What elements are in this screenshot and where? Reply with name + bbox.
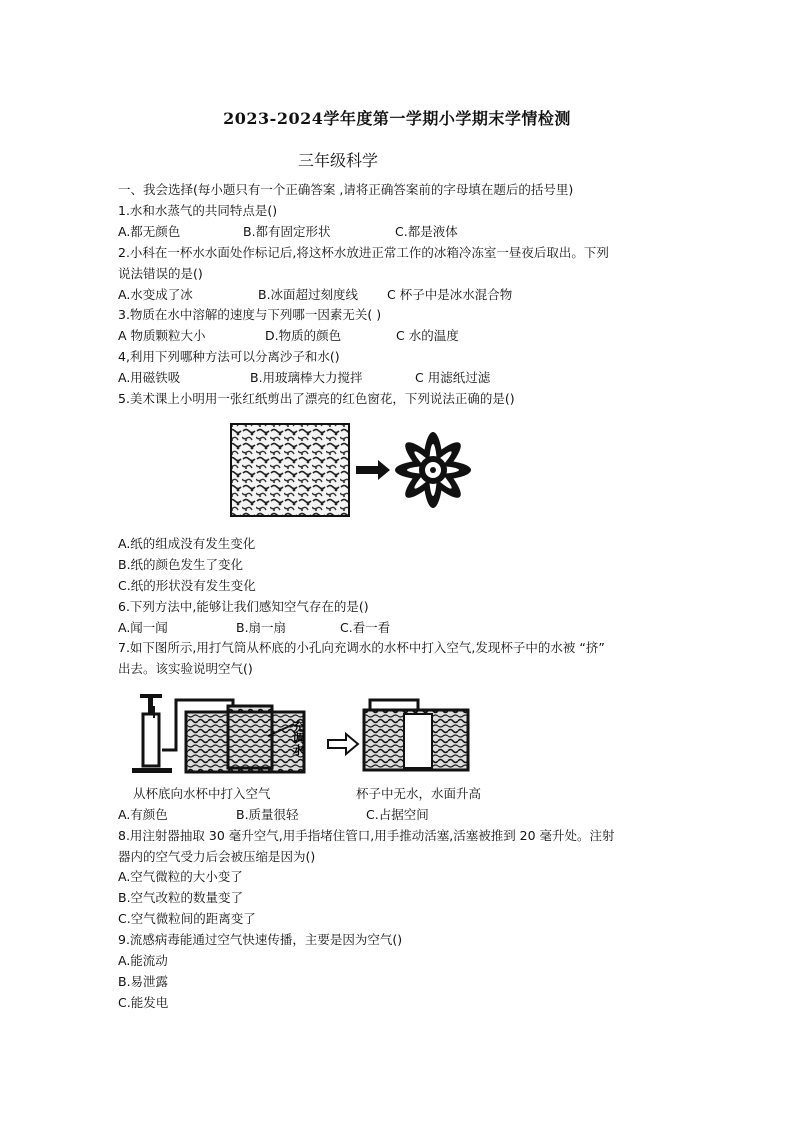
- question-8-stem-line2: 器内的空气受力后会被压缩是因为(): [118, 849, 316, 864]
- question-6-stem: 6.下列方法中,能够让我们感知空气存在的是(): [118, 599, 369, 614]
- question-1-option-c: C.都是液体: [395, 224, 458, 239]
- arrow-right-icon: [356, 460, 390, 480]
- question-1-stem: 1.水和水蒸气的共同特点是(): [118, 203, 278, 218]
- question-2-option-a: A.水变成了冰: [118, 287, 193, 302]
- question-5-option-b: B.纸的颜色发生了变化: [118, 557, 244, 572]
- question-1-option-b: B.都有固定形状: [243, 224, 331, 239]
- question-6-option-a: A.闻一闻: [118, 620, 168, 635]
- question-5-option-a: A.纸的组成没有发生变化: [118, 536, 256, 551]
- question-3-stem: 3.物质在水中溶解的速度与下列哪一因素无关( ): [118, 307, 382, 322]
- question-7-option-a: A.有颜色: [118, 807, 168, 822]
- question-3-option-c: C 水的温度: [396, 328, 459, 343]
- question-8-option-a: A.空气微粒的大小变了: [118, 869, 243, 884]
- red-paper-sheet: [231, 424, 349, 516]
- paper-cutting-figure: [228, 414, 488, 524]
- question-2-stem-line2: 说法错误的是(): [118, 266, 203, 281]
- hollow-arrow-icon: [328, 734, 358, 754]
- air-pump-icon: [132, 694, 172, 773]
- question-7-stem-line2: 出去。该实验说明空气(): [118, 661, 253, 676]
- figure-caption-right: 杯子中无水，水面升高: [356, 786, 482, 801]
- question-5-stem: 5.美术课上小明用一张红纸剪出了漂亮的红色窗花，下列说法正确的是(): [118, 391, 515, 406]
- question-3-option-d: D.物质的颜色: [265, 328, 342, 343]
- figure-caption-left: 从杯底向水杯中打入空气: [133, 786, 271, 801]
- window-flower-icon: [395, 432, 471, 508]
- question-7-option-c: C.占据空间: [366, 807, 429, 822]
- figure-label-water: 充调水: [291, 720, 305, 756]
- question-9-option-b: B.易泄露: [118, 974, 169, 989]
- question-4-option-b: B.用玻璃棒大力搅拌: [250, 370, 363, 385]
- question-8-stem-line1: 8.用注射器抽取 30 毫升空气,用手指堵住管口,用手推动活塞,活塞被推到 20 毫升处。注射: [118, 828, 615, 843]
- question-2-stem-line1: 2.小科在一杯水水面处作标记后,将这杯水放进正常工作的冰箱冷冻室一昼夜后取出。下列: [118, 245, 609, 260]
- question-9-option-c: C.能发电: [118, 995, 169, 1010]
- question-9-stem: 9.流感病毒能通过空气快速传播，主要是因为空气(): [118, 932, 403, 947]
- question-6-option-c: C.看一看: [340, 620, 391, 635]
- air-pump-experiment-figure: [128, 688, 478, 780]
- question-6-option-b: B.扇一扇: [236, 620, 287, 635]
- exam-title: 2023-2024学年度第一学期小学期末学情检测: [223, 109, 571, 128]
- water-tank-right: [364, 700, 468, 770]
- question-2-option-c: C 杯子中是冰水混合物: [387, 287, 513, 302]
- section-heading: 一、我会选择(每小题只有一个正确答案 ,请将正确答案前的字母填在题后的括号里): [118, 182, 574, 197]
- exam-subtitle: 三年级科学: [298, 151, 379, 170]
- question-9-option-a: A.能流动: [118, 953, 168, 968]
- water-tank-left: [186, 706, 304, 772]
- question-4-option-a: A.用磁铁吸: [118, 370, 181, 385]
- question-7-stem-line1: 7.如下图所示,用打气筒从杯底的小孔向充调水的水杯中打入空气,发现杯子中的水被 “挤”: [118, 640, 605, 655]
- question-5-option-c: C.纸的形状没有发生变化: [118, 578, 256, 593]
- question-4-stem: 4,利用下列哪种方法可以分离沙子和水(): [118, 349, 340, 364]
- question-7-option-b: B.质量很轻: [236, 807, 299, 822]
- question-3-option-a: A 物质颗粒大小: [118, 328, 206, 343]
- question-8-option-c: C.空气微粒间的距离变了: [118, 911, 256, 926]
- question-4-option-c: C 用滤纸过滤: [415, 370, 491, 385]
- question-8-option-b: B.空气改粒的数量变了: [118, 890, 244, 905]
- question-1-option-a: A.都无颜色: [118, 224, 181, 239]
- question-2-option-b: B.冰面超过刻度线: [258, 287, 359, 302]
